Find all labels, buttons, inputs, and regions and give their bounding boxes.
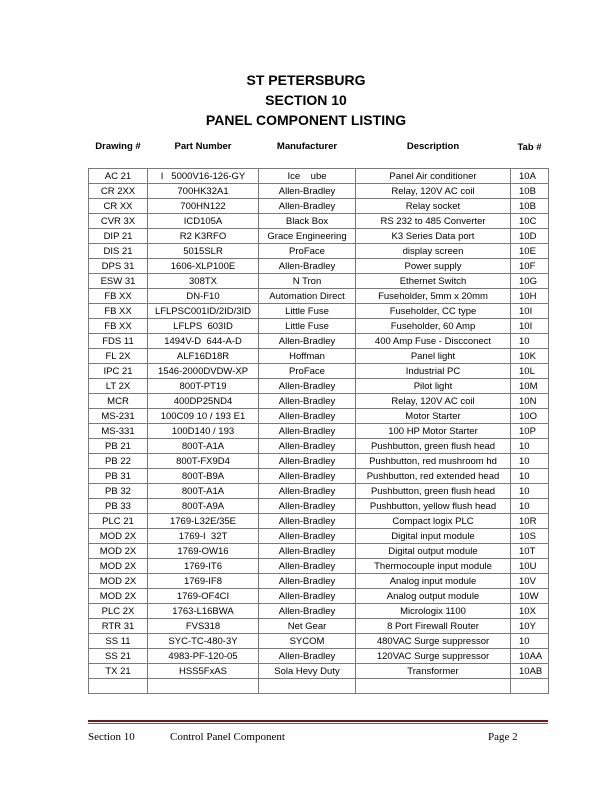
- description-cell: RS 232 to 485 Converter: [356, 214, 511, 229]
- header-part-number: Part Number: [174, 141, 232, 152]
- manufacturer-cell: Allen-Bradley: [259, 544, 356, 559]
- tab-cell: 10L: [511, 364, 549, 379]
- tab-cell: 10V: [511, 574, 549, 589]
- description-cell: Pushbutton, yellow flush head: [356, 499, 511, 514]
- drawing-cell: MOD 2X: [89, 559, 148, 574]
- header-manufacturer: Manufacturer: [276, 141, 338, 152]
- part-number-cell: ICD105A: [148, 214, 259, 229]
- tab-cell: 10X: [511, 604, 549, 619]
- manufacturer-cell: Allen-Bradley: [259, 469, 356, 484]
- tab-cell: 10D: [511, 229, 549, 244]
- tab-cell: 10: [511, 469, 549, 484]
- table-row: [89, 184, 549, 199]
- part-number-cell: 100C09 10 / 193 E1: [148, 409, 259, 424]
- part-number-cell: [148, 679, 259, 694]
- description-cell: Analog input module: [356, 574, 511, 589]
- manufacturer-cell: Little Fuse: [259, 304, 356, 319]
- part-number-cell: 1606-XLP100E: [148, 259, 259, 274]
- description-cell: 480VAC Surge suppressor: [356, 634, 511, 649]
- table-row: [89, 274, 549, 289]
- part-number-cell: DN-F10: [148, 289, 259, 304]
- manufacturer-cell: Allen-Bradley: [259, 409, 356, 424]
- drawing-cell: PB 33: [89, 499, 148, 514]
- drawing-cell: MS-331: [89, 424, 148, 439]
- tab-cell: 10I: [511, 319, 549, 334]
- description-cell: Pushbutton, green flush head: [356, 439, 511, 454]
- drawing-cell: PB 21: [89, 439, 148, 454]
- tab-cell: 10Y: [511, 619, 549, 634]
- tab-cell: 10F: [511, 259, 549, 274]
- description-cell: Transformer: [356, 664, 511, 679]
- title-line-1: ST PETERSBURG: [246, 72, 366, 88]
- part-number-cell: 700HN122: [148, 199, 259, 214]
- description-cell: Micrologix 1100: [356, 604, 511, 619]
- tab-cell: 10S: [511, 529, 549, 544]
- manufacturer-cell: Allen-Bradley: [259, 379, 356, 394]
- table-row: [89, 679, 549, 694]
- table-row: [89, 454, 549, 469]
- manufacturer-cell: Allen-Bradley: [259, 589, 356, 604]
- table-row: [89, 559, 549, 574]
- drawing-cell: TX 21: [89, 664, 148, 679]
- drawing-cell: MOD 2X: [89, 529, 148, 544]
- description-cell: Relay, 120V AC coil: [356, 184, 511, 199]
- manufacturer-cell: N Tron: [259, 274, 356, 289]
- manufacturer-cell: Allen-Bradley: [259, 259, 356, 274]
- manufacturer-cell: Hoffman: [259, 349, 356, 364]
- manufacturer-cell: ProFace: [259, 244, 356, 259]
- tab-cell: 10T: [511, 544, 549, 559]
- drawing-cell: FB XX: [89, 304, 148, 319]
- part-number-cell: LFLPSC001ID/2ID/3ID: [148, 304, 259, 319]
- description-cell: Digital input module: [356, 529, 511, 544]
- table-row: [89, 289, 549, 304]
- part-number-cell: FVS318: [148, 619, 259, 634]
- part-number-cell: 700HK32A1: [148, 184, 259, 199]
- tab-cell: 10R: [511, 514, 549, 529]
- footer-page-number: Page 2: [488, 731, 518, 743]
- table-row: [89, 469, 549, 484]
- tab-cell: [511, 679, 549, 694]
- part-number-cell: 1494V-D 644-A-D: [148, 334, 259, 349]
- manufacturer-cell: [259, 679, 356, 694]
- drawing-cell: CR XX: [89, 199, 148, 214]
- table-row: [89, 334, 549, 349]
- part-number-cell: 5015SLR: [148, 244, 259, 259]
- description-cell: Panel Air conditioner: [356, 169, 511, 184]
- page-title: [0, 70, 612, 130]
- drawing-cell: PB 22: [89, 454, 148, 469]
- title-line-2: SECTION 10: [265, 92, 347, 108]
- manufacturer-cell: Allen-Bradley: [259, 424, 356, 439]
- manufacturer-cell: Black Box: [259, 214, 356, 229]
- table-row: [89, 259, 549, 274]
- part-number-cell: 1769-IT6: [148, 559, 259, 574]
- manufacturer-cell: Allen-Bradley: [259, 454, 356, 469]
- manufacturer-cell: Net Gear: [259, 619, 356, 634]
- part-number-cell: 800T-A1A: [148, 439, 259, 454]
- table-row: [89, 349, 549, 364]
- footer-doc-title: Control Panel Component: [170, 731, 285, 743]
- description-cell: Fuseholder, 60 Amp: [356, 319, 511, 334]
- part-number-cell: 1769-IF8: [148, 574, 259, 589]
- manufacturer-cell: Allen-Bradley: [259, 604, 356, 619]
- table-row: [89, 529, 549, 544]
- drawing-cell: RTR 31: [89, 619, 148, 634]
- drawing-cell: MOD 2X: [89, 544, 148, 559]
- manufacturer-cell: Allen-Bradley: [259, 199, 356, 214]
- description-cell: Panel light: [356, 349, 511, 364]
- part-number-cell: 800T-A9A: [148, 499, 259, 514]
- description-cell: 120VAC Surge suppressor: [356, 649, 511, 664]
- tab-cell: 10K: [511, 349, 549, 364]
- description-cell: Pilot light: [356, 379, 511, 394]
- tab-cell: 10I: [511, 304, 549, 319]
- tab-cell: 10N: [511, 394, 549, 409]
- drawing-cell: FL 2X: [89, 349, 148, 364]
- drawing-cell: PB 32: [89, 484, 148, 499]
- manufacturer-cell: Sola Hevy Duty: [259, 664, 356, 679]
- part-number-cell: 1769-L32E/35E: [148, 514, 259, 529]
- drawing-cell: [89, 679, 148, 694]
- title-line-3: PANEL COMPONENT LISTING: [205, 112, 407, 128]
- tab-cell: 10: [511, 484, 549, 499]
- manufacturer-cell: Allen-Bradley: [259, 439, 356, 454]
- part-number-cell: 800T-FX9D4: [148, 454, 259, 469]
- manufacturer-cell: Allen-Bradley: [259, 649, 356, 664]
- manufacturer-cell: Allen-Bradley: [259, 514, 356, 529]
- drawing-cell: ESW 31: [89, 274, 148, 289]
- table-row: [89, 484, 549, 499]
- tab-cell: 10AA: [511, 649, 549, 664]
- drawing-cell: PLC 2X: [89, 604, 148, 619]
- part-number-cell: 100D140 / 193: [148, 424, 259, 439]
- table-row: [89, 649, 549, 664]
- part-number-cell: 4983-PF-120-05: [148, 649, 259, 664]
- table-row: [89, 169, 549, 184]
- header-drawing: Drawing #: [95, 141, 141, 152]
- footer-section: Section 10: [88, 731, 135, 743]
- tab-cell: 10E: [511, 244, 549, 259]
- tab-cell: 10B: [511, 199, 549, 214]
- manufacturer-cell: Little Fuse: [259, 319, 356, 334]
- table-header-row: [89, 142, 549, 169]
- drawing-cell: DPS 31: [89, 259, 148, 274]
- footer-rule-thin: [88, 723, 548, 724]
- table-row: [89, 574, 549, 589]
- tab-cell: 10O: [511, 409, 549, 424]
- part-number-cell: 400DP25ND4: [148, 394, 259, 409]
- drawing-cell: PLC 21: [89, 514, 148, 529]
- description-cell: Pushbutton, red extended head: [356, 469, 511, 484]
- part-number-cell: 800T-PT19: [148, 379, 259, 394]
- description-cell: Compact logix PLC: [356, 514, 511, 529]
- table-row: [89, 544, 549, 559]
- drawing-cell: FB XX: [89, 319, 148, 334]
- tab-cell: 10P: [511, 424, 549, 439]
- drawing-cell: MOD 2X: [89, 574, 148, 589]
- table-body: [89, 169, 549, 694]
- table-row: [89, 424, 549, 439]
- drawing-cell: CR 2XX: [89, 184, 148, 199]
- table-row: [89, 409, 549, 424]
- tab-cell: 10H: [511, 289, 549, 304]
- tab-cell: 10W: [511, 589, 549, 604]
- description-cell: Thermocouple input module: [356, 559, 511, 574]
- tab-cell: 10: [511, 634, 549, 649]
- manufacturer-cell: Allen-Bradley: [259, 499, 356, 514]
- tab-cell: 10: [511, 334, 549, 349]
- description-cell: 400 Amp Fuse - Discconect: [356, 334, 511, 349]
- table-row: [89, 214, 549, 229]
- table-row: [89, 229, 549, 244]
- drawing-cell: PB 31: [89, 469, 148, 484]
- drawing-cell: FDS 11: [89, 334, 148, 349]
- tab-cell: 10G: [511, 274, 549, 289]
- manufacturer-cell: Allen-Bradley: [259, 394, 356, 409]
- table-row: [89, 634, 549, 649]
- part-number-cell: I 5000V16-126-GY: [148, 169, 259, 184]
- table-row: [89, 589, 549, 604]
- description-cell: Analog output module: [356, 589, 511, 604]
- drawing-cell: AC 21: [89, 169, 148, 184]
- manufacturer-cell: Allen-Bradley: [259, 574, 356, 589]
- tab-cell: 10A: [511, 169, 549, 184]
- drawing-cell: MOD 2X: [89, 589, 148, 604]
- tab-cell: 10AB: [511, 664, 549, 679]
- part-number-cell: HSS5FxAS: [148, 664, 259, 679]
- component-table: [88, 142, 549, 694]
- manufacturer-cell: Allen-Bradley: [259, 559, 356, 574]
- drawing-cell: DIP 21: [89, 229, 148, 244]
- drawing-cell: MCR: [89, 394, 148, 409]
- table-row: [89, 664, 549, 679]
- drawing-cell: FB XX: [89, 289, 148, 304]
- drawing-cell: SS 21: [89, 649, 148, 664]
- tab-cell: 10U: [511, 559, 549, 574]
- description-cell: Fuseholder, CC type: [356, 304, 511, 319]
- description-cell: 8 Port Firewall Router: [356, 619, 511, 634]
- table-row: [89, 364, 549, 379]
- manufacturer-cell: Automation Direct: [259, 289, 356, 304]
- manufacturer-cell: Allen-Bradley: [259, 334, 356, 349]
- table-row: [89, 379, 549, 394]
- tab-cell: 10M: [511, 379, 549, 394]
- table-row: [89, 199, 549, 214]
- manufacturer-cell: SYCOM: [259, 634, 356, 649]
- description-cell: Relay, 120V AC coil: [356, 394, 511, 409]
- description-cell: 100 HP Motor Starter: [356, 424, 511, 439]
- description-cell: Digital output module: [356, 544, 511, 559]
- drawing-cell: SS 11: [89, 634, 148, 649]
- drawing-cell: IPC 21: [89, 364, 148, 379]
- tab-cell: 10: [511, 499, 549, 514]
- manufacturer-cell: Ice ube: [259, 169, 356, 184]
- tab-cell: 10B: [511, 184, 549, 199]
- description-cell: Power supply: [356, 259, 511, 274]
- tab-cell: 10: [511, 439, 549, 454]
- table-row: [89, 499, 549, 514]
- part-number-cell: 1546-2000DVDW-XP: [148, 364, 259, 379]
- tab-cell: 10C: [511, 214, 549, 229]
- manufacturer-cell: Grace Engineering: [259, 229, 356, 244]
- manufacturer-cell: Allen-Bradley: [259, 484, 356, 499]
- table-row: [89, 244, 549, 259]
- part-number-cell: SYC-TC-480-3Y: [148, 634, 259, 649]
- drawing-cell: MS-231: [89, 409, 148, 424]
- part-number-cell: 1769-OF4CI: [148, 589, 259, 604]
- description-cell: Industrial PC: [356, 364, 511, 379]
- table-row: [89, 619, 549, 634]
- part-number-cell: 1769-OW16: [148, 544, 259, 559]
- table-row: [89, 439, 549, 454]
- description-cell: Pushbutton, green flush head: [356, 484, 511, 499]
- drawing-cell: LT 2X: [89, 379, 148, 394]
- table-row: [89, 319, 549, 334]
- part-number-cell: 800T-A1A: [148, 484, 259, 499]
- table-row: [89, 394, 549, 409]
- header-tab: Tab #: [517, 142, 542, 153]
- description-cell: Fuseholder, 5mm x 20mm: [356, 289, 511, 304]
- description-cell: display screen: [356, 244, 511, 259]
- tab-cell: 10: [511, 454, 549, 469]
- description-cell: [356, 679, 511, 694]
- table-row: [89, 304, 549, 319]
- description-cell: K3 Series Data port: [356, 229, 511, 244]
- part-number-cell: 308TX: [148, 274, 259, 289]
- table-row: [89, 514, 549, 529]
- drawing-cell: CVR 3X: [89, 214, 148, 229]
- manufacturer-cell: Allen-Bradley: [259, 529, 356, 544]
- description-cell: Relay socket: [356, 199, 511, 214]
- footer-rule: [88, 720, 548, 722]
- table-row: [89, 604, 549, 619]
- header-description: Description: [406, 141, 460, 152]
- part-number-cell: 800T-B9A: [148, 469, 259, 484]
- part-number-cell: ALF16D18R: [148, 349, 259, 364]
- manufacturer-cell: ProFace: [259, 364, 356, 379]
- description-cell: Pushbutton, red mushroom hd: [356, 454, 511, 469]
- part-number-cell: R2 K3RFO: [148, 229, 259, 244]
- drawing-cell: DIS 21: [89, 244, 148, 259]
- manufacturer-cell: Allen-Bradley: [259, 184, 356, 199]
- description-cell: Motor Starter: [356, 409, 511, 424]
- part-number-cell: 1763-L16BWA: [148, 604, 259, 619]
- part-number-cell: 1769-I 32T: [148, 529, 259, 544]
- part-number-cell: LFLPS 603ID: [148, 319, 259, 334]
- description-cell: Ethernet Switch: [356, 274, 511, 289]
